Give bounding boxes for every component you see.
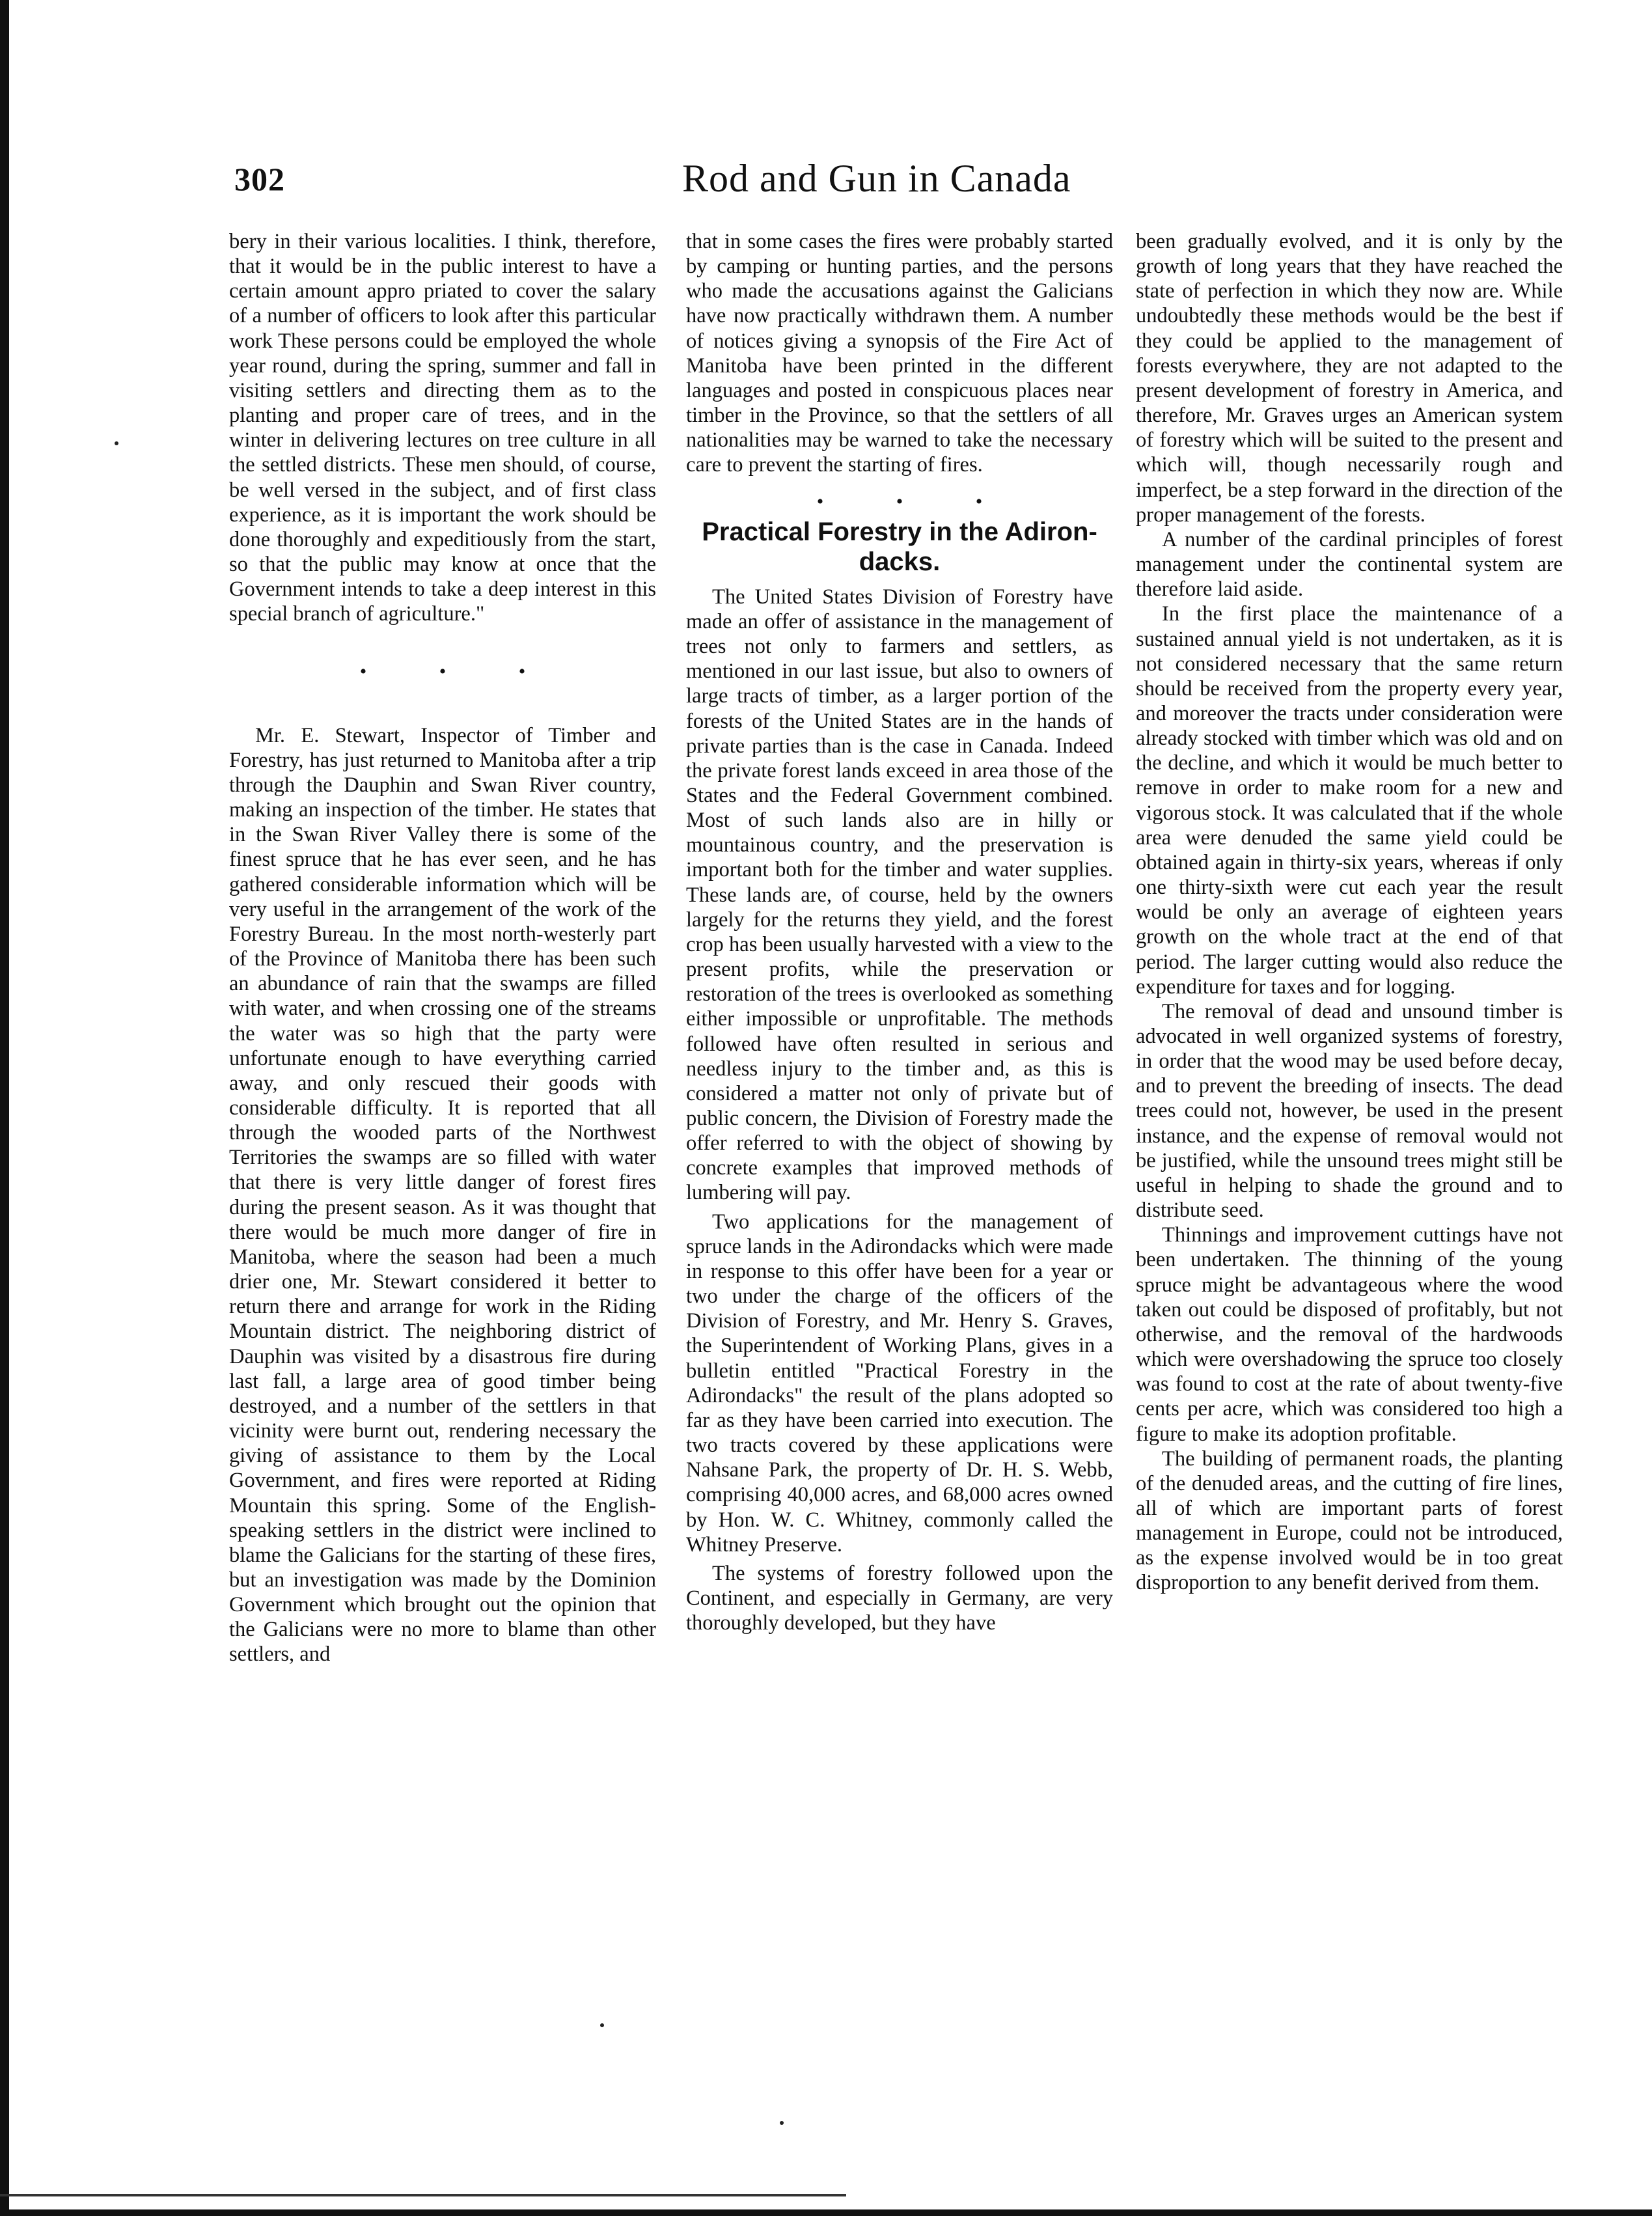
col3-paragraph-6: The building of permanent roads, the planting of the denuded areas, and the cutting of fire lines, all of which are important parts of forest management in Europe, could not be introduced, as the expense involved would be in too great disproportion to any benefit derived from them. [1136, 1447, 1563, 1595]
scan-bottom-rule [0, 2194, 846, 2196]
article-heading-line-2: dacks. [859, 547, 941, 576]
page-number: 302 [234, 161, 285, 197]
section-separator: • • • [816, 490, 1017, 512]
col2-paragraph-3: Two applications for the management of spruce lands in the Adirondacks which were made in response to this offer have been for a year or two under the charge of the officers of the Division of Forestry, and Mr. Henry S. Graves, the Superintendent of Working Plans, gives in a bulletin entitled "Practical Forestry in the Adirondacks" the result of the plans adopted so far as they have been carried into execution. The two tracts covered by these applications were Nahsane Park, the property of Dr. H. S. Webb, comprising 40,000 acres, and 68,000 acres owned by Hon. W. C. Whitney, commonly called the Whitney Preserve. [686, 1210, 1113, 1557]
scan-bottom-edge [0, 2209, 1652, 2216]
col2-paragraph-4: The systems of forestry followed upon the Continent, and especially in Germany, are very thoroughly developed, but they have [686, 1561, 1113, 1635]
col2-paragraph-1: that in some cases the fires were probably started by camping or hunting parties, and the persons who made the accusations against the Galicians have now practically withdrawn them. A number of notices giving a synopsis of the Fire Act of Manitoba have been printed in the different languages and posted in conspicuous places near timber in the Province, so that the settlers of all nationalities may be warned to take the necessary care to prevent the starting of fires. [686, 230, 1113, 477]
article-heading [686, 517, 1113, 577]
col1-paragraph-1: bery in their various localities. I think, therefore, that it would be in the public interest to have a certain amount appro priated to cover the salary of a number of officers to look after this particular work These persons could be employed the whole year round, during the spring, summer and fall in visiting settlers and directing them as to the planting and proper care of trees, and in the winter in delivering lectures on tree culture in all the settled districts. These men should, of course, be well versed in the subject, and of first class experience, as it is important the work should be done thoroughly and expeditiously from the start, so that the public may know at once that the Government intends to take a deep interest in this special branch of agriculture." [229, 230, 656, 626]
col3-paragraph-5: Thinnings and improvement cuttings have not been undertaken. The thinning of the young spruce might be advantageous where the wood taken out could be disposed of profitably, but not otherwise, and the removal of the hardwoods which were overshadowing the spruce too closely was found to cost at the rate of about twenty-five cents per acre, which was considered too high a figure to make its adoption profitable. [1136, 1223, 1563, 1446]
scan-speck [115, 441, 118, 445]
col3-paragraph-2: A number of the cardinal principles of forest management under the continental system are therefore laid aside. [1136, 527, 1563, 602]
running-head: Rod and Gun in Canada [682, 157, 1071, 200]
scan-left-edge [0, 0, 9, 2216]
col3-paragraph-3: In the first place the maintenance of a sustained annual yield is not undertaken, as it is not considered necessary that the same return should be received from the property every year, and moreover the tracts under consideration were already stocked with timber which was old and on the decline, and which it would be much better to remove in order to make room for a new and vigorous stock. It was calculated that if the whole area were denuded the same yield could be obtained again in thirty-six years, whereas if only one thirty-sixth were cut each year the result would be only an average of eighteen years growth on the whole tract at the end of that period. The larger cutting would also reduce the expenditure for taxes and for logging. [1136, 602, 1563, 999]
column-1 [229, 229, 656, 1667]
scan-speck [600, 2023, 604, 2027]
col2-paragraph-2: The United States Division of Forestry have made an offer of assistance in the management of trees not only to farmers and settlers, as mentioned in our last issue, but also to owners of large tracts of timber, as a larger portion of the forests of the United States are in the hands of private parties than is the case in Canada. Indeed the private forest lands exceed in area those of the States and the Federal Government combined. Most of such lands also are in hilly or mountainous country, and the preservation is important both for the timber and water supplies. These lands are, of course, held by the owners largely for the returns they yield, and the forest crop has been usually harvested with a view to the present profits, while the preservation or restoration of the trees is overlooked as something either impossible or unprofitable. The methods followed have often resulted in serious and needless injury to the timber and, as this is considered a matter not only of private but of public concern, the Division of Forestry made the offer referred to with the object of showing by concrete examples that improved methods of lumbering will pay. [686, 585, 1113, 1205]
col3-paragraph-1: been gradually evolved, and it is only by the growth of long years that they have reached the state of perfection in which they now are. While undoubtedly these methods would be the best if they could be applied to the management of forests everywhere, they are not adapted to the present development of forestry in America, and therefore, Mr. Graves urges an American system of forestry which will be suited to the present and which will, though necessarily rough and imperfect, be a step forward in the direction of the proper management of the forests. [1136, 230, 1563, 527]
section-separator: • • • [359, 660, 560, 682]
scan-speck [780, 2121, 784, 2125]
column-2 [686, 229, 1113, 1635]
article-heading-line-1: Practical Forestry in the Adiron- [702, 517, 1097, 546]
column-3 [1136, 229, 1563, 1596]
col1-paragraph-2: Mr. E. Stewart, Inspector of Timber and Forestry, has just returned to Manitoba after a trip through the Dauphin and Swan River country, making an inspection of the timber. He states that in the Swan River Valley there is some of the finest spruce that he has ever seen, and he has gathered considerable information which will be very useful in the arrangement of the work of the Forestry Bureau. In the most north-westerly part of the Province of Manitoba there has been such an abundance of rain that the swamps are filled with water, and when crossing one of the streams the water was so high that the party were unfortunate enough to have everything carried away, and only rescued their goods with considerable difficulty. It is reported that all through the wooded parts of the Northwest Territories the swamps are so filled with water that there is very little danger of forest fires during the present season. As it was thought that there would be much more danger of fire in Manitoba, where the season had been a much drier one, Mr. Stewart considered it better to return there and arrange for work in the Riding Mountain district. The neighboring district of Dauphin was visited by a disastrous fire during last fall, a large area of good timber being destroyed, and a number of the settlers in that vicinity were burnt out, rendering necessary the giving of assistance to them by the Local Government, and fires were reported at Riding Mountain this spring. Some of the English-speaking settlers in the district were inclined to blame the Galicians for the starting of these fires, but an investigation was made by the Dominion Government which brought out the opinion that the Galicians were no more to blame than other settlers, and [229, 723, 656, 1667]
col3-paragraph-4: The removal of dead and unsound timber is advocated in well organized systems of forestry, in order that the wood may be used before decay, and to prevent the breeding of insects. The dead trees could not, however, be used in the present instance, and the expense of removal would not be justified, while the unsound trees might still be useful in helping to shade the ground and to distribute seed. [1136, 999, 1563, 1223]
